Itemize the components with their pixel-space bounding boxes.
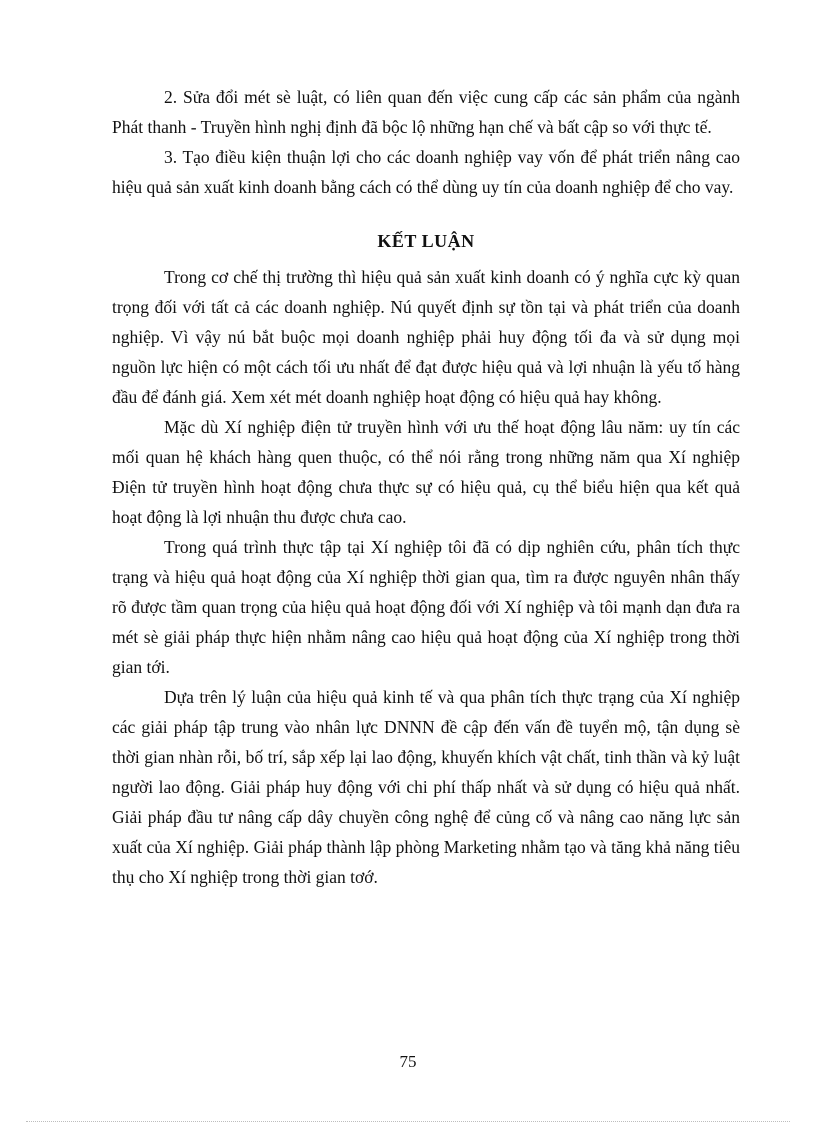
- page-content: [112, 82, 740, 892]
- conclusion-paragraph-1: Trong cơ chế thị trường thì hiệu quả sản xuất kinh doanh có ý nghĩa cực kỳ quan trọng đối với tất cả các doanh nghiệp. Nú quyết định sự tồn tại và phát triển của doanh nghiệp. Vì vậy nú bắt buộc mọi doanh nghiệp phải huy động tối đa và sử dụng mọi nguồn lực hiện có một cách tối ưu nhất để đạt được hiệu quả và lợi nhuận là yếu tố hàng đầu để đánh giá. Xem xét mét doanh nghiệp hoạt động có hiệu quả hay không.: [112, 267, 740, 407]
- conclusion-paragraph-4: Dựa trên lý luận của hiệu quả kinh tế và qua phân tích thực trạng của Xí nghiệp các giải pháp tập trung vào nhân lực DNNN đề cập đến vấn đề tuyển mộ, tận dụng sè thời gian nhàn rỗi, bố trí, sắp xếp lại lao động, khuyến khích vật chất, tinh thần và kỷ luật người lao động. Giải pháp huy động với chi phí thấp nhất và sử dụng có hiệu quả nhất. Giải pháp đầu tư nâng cấp dây chuyền công nghệ để củng cố và nâng cao năng lực sản xuất của Xí nghiệp. Giải pháp thành lập phòng Marketing nhằm tạo và tăng khả năng tiêu thụ cho Xí nghiệp trong thời gian tơớ.: [112, 687, 740, 887]
- page-bottom-divider: [26, 1121, 790, 1122]
- recommendation-item-3: 3. Tạo điều kiện thuận lợi cho các doanh nghiệp vay vốn để phát triển nâng cao hiệu quả sản xuất kinh doanh bằng cách có thể dùng uy tín của doanh nghiệp để cho vay.: [112, 147, 740, 197]
- page-number: 75: [399, 1052, 417, 1071]
- conclusion-paragraph-3: Trong quá trình thực tập tại Xí nghiệp tôi đã có dịp nghiên cứu, phân tích thực trạng và hiệu quả hoạt động của Xí nghiệp thời gian qua, tìm ra được nguyên nhân thấy rõ được tầm quan trọng của hiệu quả hoạt động đối với Xí nghiệp và tôi mạnh dạn đưa ra mét sè giải pháp thực hiện nhằm nâng cao hiệu quả hoạt động của Xí nghiệp trong thời gian tới.: [112, 537, 740, 677]
- conclusion-paragraph-2: Mặc dù Xí nghiệp điện tử truyền hình với ưu thế hoạt động lâu năm: uy tín các mối quan hệ khách hàng quen thuộc, có thể nói rằng trong những năm qua Xí nghiệp Điện tử truyền hình hoạt động chưa thực sự có hiệu quả, cụ thể biểu hiện qua kết quả hoạt động là lợi nhuận thu được chưa cao.: [112, 417, 740, 527]
- recommendation-item-2: 2. Sửa đổi mét sè luật, có liên quan đến việc cung cấp các sản phẩm của ngành Phát thanh - Truyền hình nghị định đã bộc lộ những hạn chế và bất cập so với thực tế.: [112, 87, 740, 137]
- section-heading: KẾT LUẬN: [377, 231, 475, 251]
